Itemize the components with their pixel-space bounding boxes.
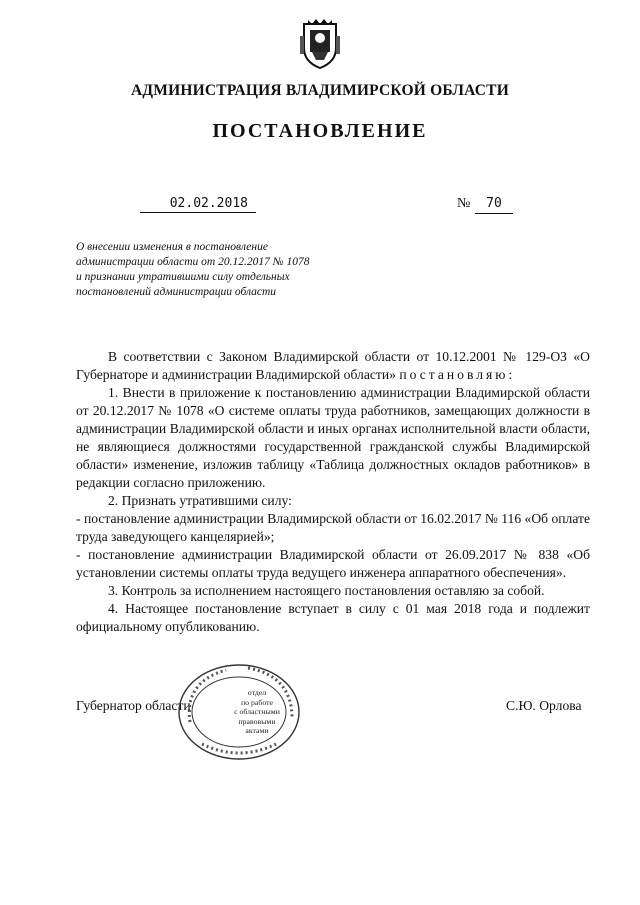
intro-verb: постановляю: xyxy=(399,367,516,382)
document-body xyxy=(76,348,590,636)
subject-line: администрации области от 20.12.2017 № 1078 xyxy=(76,256,310,268)
stamp-inner-text xyxy=(214,688,300,736)
number-label: № xyxy=(457,196,471,211)
intro-text: В соответствии с Законом Владимирской области от 10.12.2001 № 129-ОЗ «О Губернаторе и администрации Владимирской области» xyxy=(76,349,590,382)
stamp-line: актами xyxy=(245,726,269,736)
paragraph-4: 4. Настоящее постановление вступает в силу с 01 мая 2018 года и подлежит официальному опубликованию. xyxy=(76,601,590,634)
organization-title: АДМИНИСТРАЦИЯ ВЛАДИМИРСКОЙ ОБЛАСТИ xyxy=(131,82,509,99)
stamp-line: с областными xyxy=(234,707,280,717)
stamp-line: отдел xyxy=(247,688,267,697)
document-type: ПОСТАНОВЛЕНИЕ xyxy=(212,120,428,142)
paragraph-2: 2. Признать утратившими силу: xyxy=(108,493,292,508)
document-number: 70 xyxy=(475,196,513,214)
repealed-item-1: - постановление администрации Владимирской области от 16.02.2017 № 116 «Об оплате труда заведующего канцелярией»; xyxy=(76,511,590,544)
paragraph-3: 3. Контроль за исполнением настоящего постановления оставляю за собой. xyxy=(108,583,545,598)
paragraph-1: 1. Внести в приложение к постановлению администрации Владимирской области от 20.12.2017 № 1078 «О системе оплаты труда работников, замещающих должности в администрации Владимирской области и иных органах исполнительной власти области, не являющиеся должностями государственной гражданской службы Владимирской области» изменение, изложив таблицу «Таблица должностных окладов работников» в редакции согласно приложению. xyxy=(76,385,590,490)
signatory-name: С.Ю. Орлова xyxy=(506,698,582,713)
repealed-item-2: - постановление администрации Владимирской области от 26.09.2017 № 838 «Об установлении системы оплаты труда ведущего инженера аппаратного обеспечения». xyxy=(76,547,590,580)
document-subject xyxy=(76,240,376,300)
document-date: 02.02.2018 xyxy=(140,196,256,213)
intro-paragraph xyxy=(76,348,590,384)
stamp-line: правовыми xyxy=(238,716,276,726)
subject-line: О внесении изменения в постановление xyxy=(76,241,268,253)
signatory-title: Губернатор области xyxy=(76,698,191,713)
subject-line: и признании утратившими силу отдельных xyxy=(76,271,290,283)
coat-of-arms-icon xyxy=(298,16,342,70)
stamp-line: по работе xyxy=(240,697,273,707)
subject-line: постановлений администрации области xyxy=(76,286,277,298)
